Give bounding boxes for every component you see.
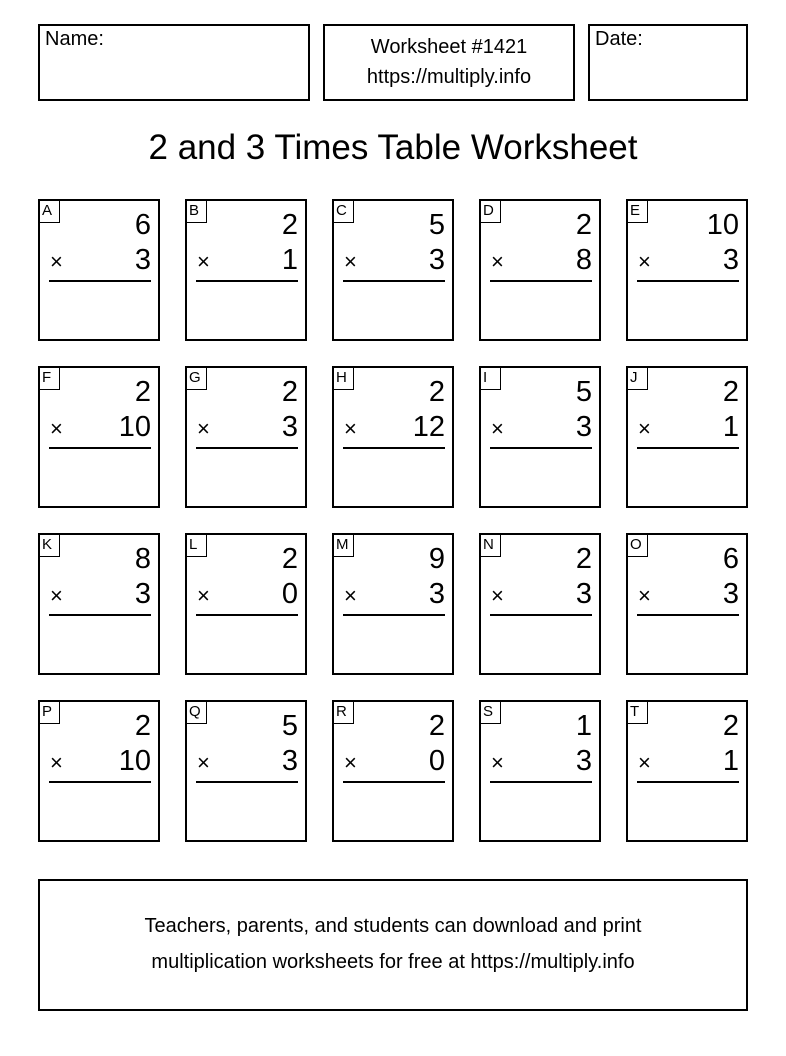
answer-line (49, 781, 151, 783)
worksheet-number: Worksheet #1421 (370, 36, 528, 58)
problem-letter: C (334, 201, 354, 223)
answer-line (637, 614, 739, 616)
times-sign: × (197, 583, 210, 608)
problem-letter: P (40, 702, 60, 724)
problem-card (479, 700, 601, 842)
multiplicand: 6 (134, 209, 151, 241)
multiplier: 1 (722, 745, 739, 777)
times-sign: × (197, 750, 210, 775)
problem-card (38, 199, 160, 341)
multiplicand: 10 (706, 209, 739, 241)
problem-letter: Q (187, 702, 207, 724)
multiplier: 8 (575, 244, 592, 276)
multiplicand: 8 (134, 543, 151, 575)
problem-card (479, 533, 601, 675)
answer-line (637, 280, 739, 282)
problem-card (38, 366, 160, 508)
name-label: Name: (45, 28, 104, 50)
multiplicand: 2 (281, 543, 298, 575)
multiplier: 3 (281, 745, 298, 777)
multiplicand: 2 (281, 209, 298, 241)
multiplier: 1 (281, 244, 298, 276)
times-sign: × (50, 249, 63, 274)
multiplier: 3 (281, 411, 298, 443)
multiplicand: 2 (575, 209, 592, 241)
multiplicand: 9 (428, 543, 445, 575)
multiplicand: 5 (575, 376, 592, 408)
answer-line (49, 280, 151, 282)
answer-line (637, 447, 739, 449)
multiplier: 0 (428, 745, 445, 777)
problem-card (38, 700, 160, 842)
multiplicand: 5 (428, 209, 445, 241)
worksheet-info-box (323, 24, 575, 101)
times-sign: × (197, 416, 210, 441)
problem-card (185, 700, 307, 842)
answer-line (196, 280, 298, 282)
times-sign: × (638, 750, 651, 775)
problem-letter: I (481, 368, 501, 390)
times-sign: × (491, 416, 504, 441)
problem-card (626, 533, 748, 675)
times-sign: × (344, 750, 357, 775)
multiplier: 10 (118, 745, 151, 777)
name-field (38, 24, 310, 101)
times-sign: × (50, 416, 63, 441)
multiplier: 3 (428, 578, 445, 610)
problem-letter: K (40, 535, 60, 557)
multiplier: 3 (722, 578, 739, 610)
answer-line (490, 280, 592, 282)
multiplicand: 2 (722, 376, 739, 408)
problem-card (185, 533, 307, 675)
date-field (588, 24, 748, 101)
footer-line-2: multiplication worksheets for free at https://multiply.info (151, 951, 635, 973)
page-title: 2 and 3 Times Table Worksheet (148, 128, 638, 167)
multiplicand: 6 (722, 543, 739, 575)
multiplier: 1 (722, 411, 739, 443)
problem-letter: D (481, 201, 501, 223)
problem-letter: B (187, 201, 207, 223)
answer-line (343, 614, 445, 616)
worksheet-url: https://multiply.info (366, 66, 532, 88)
answer-line (343, 280, 445, 282)
problem-letter: F (40, 368, 60, 390)
problem-letter: L (187, 535, 207, 557)
problem-letter: A (40, 201, 60, 223)
footer-box (38, 879, 748, 1011)
problem-card (332, 199, 454, 341)
date-label: Date: (595, 28, 643, 50)
times-sign: × (197, 249, 210, 274)
times-sign: × (491, 249, 504, 274)
problem-letter: S (481, 702, 501, 724)
multiplier: 3 (575, 411, 592, 443)
times-sign: × (491, 750, 504, 775)
times-sign: × (344, 583, 357, 608)
times-sign: × (491, 583, 504, 608)
multiplicand: 2 (428, 376, 445, 408)
multiplier: 3 (722, 244, 739, 276)
answer-line (196, 781, 298, 783)
problem-card (479, 366, 601, 508)
problem-letter: M (334, 535, 354, 557)
multiplicand: 2 (281, 376, 298, 408)
answer-line (490, 447, 592, 449)
problem-card (185, 199, 307, 341)
problem-card (332, 366, 454, 508)
answer-line (343, 781, 445, 783)
answer-line (49, 614, 151, 616)
problem-card (626, 700, 748, 842)
problem-letter: T (628, 702, 648, 724)
times-sign: × (638, 583, 651, 608)
answer-line (49, 447, 151, 449)
problem-card (332, 533, 454, 675)
answer-line (343, 447, 445, 449)
multiplicand: 1 (575, 710, 592, 742)
answer-line (637, 781, 739, 783)
multiplier: 3 (428, 244, 445, 276)
problem-card (185, 366, 307, 508)
multiplicand: 2 (722, 710, 739, 742)
problem-letter: G (187, 368, 207, 390)
times-sign: × (638, 416, 651, 441)
multiplier: 3 (134, 244, 151, 276)
problem-letter: H (334, 368, 354, 390)
times-sign: × (344, 249, 357, 274)
multiplicand: 5 (281, 710, 298, 742)
answer-line (490, 781, 592, 783)
multiplicand: 2 (134, 710, 151, 742)
answer-line (196, 447, 298, 449)
problem-card (479, 199, 601, 341)
answer-line (196, 614, 298, 616)
problem-letter: O (628, 535, 648, 557)
footer-line-1: Teachers, parents, and students can download and print (144, 915, 642, 937)
multiplier: 12 (412, 411, 445, 443)
multiplicand: 2 (575, 543, 592, 575)
problem-card (626, 199, 748, 341)
times-sign: × (638, 249, 651, 274)
multiplier: 3 (575, 578, 592, 610)
multiplier: 3 (575, 745, 592, 777)
problem-letter: E (628, 201, 648, 223)
multiplier: 0 (281, 578, 298, 610)
multiplicand: 2 (134, 376, 151, 408)
problem-letter: R (334, 702, 354, 724)
problem-letter: J (628, 368, 648, 390)
problem-card (38, 533, 160, 675)
multiplier: 10 (118, 411, 151, 443)
times-sign: × (50, 750, 63, 775)
problem-letter: N (481, 535, 501, 557)
answer-line (490, 614, 592, 616)
times-sign: × (50, 583, 63, 608)
multiplier: 3 (134, 578, 151, 610)
problem-card (332, 700, 454, 842)
multiplicand: 2 (428, 710, 445, 742)
times-sign: × (344, 416, 357, 441)
problem-card (626, 366, 748, 508)
